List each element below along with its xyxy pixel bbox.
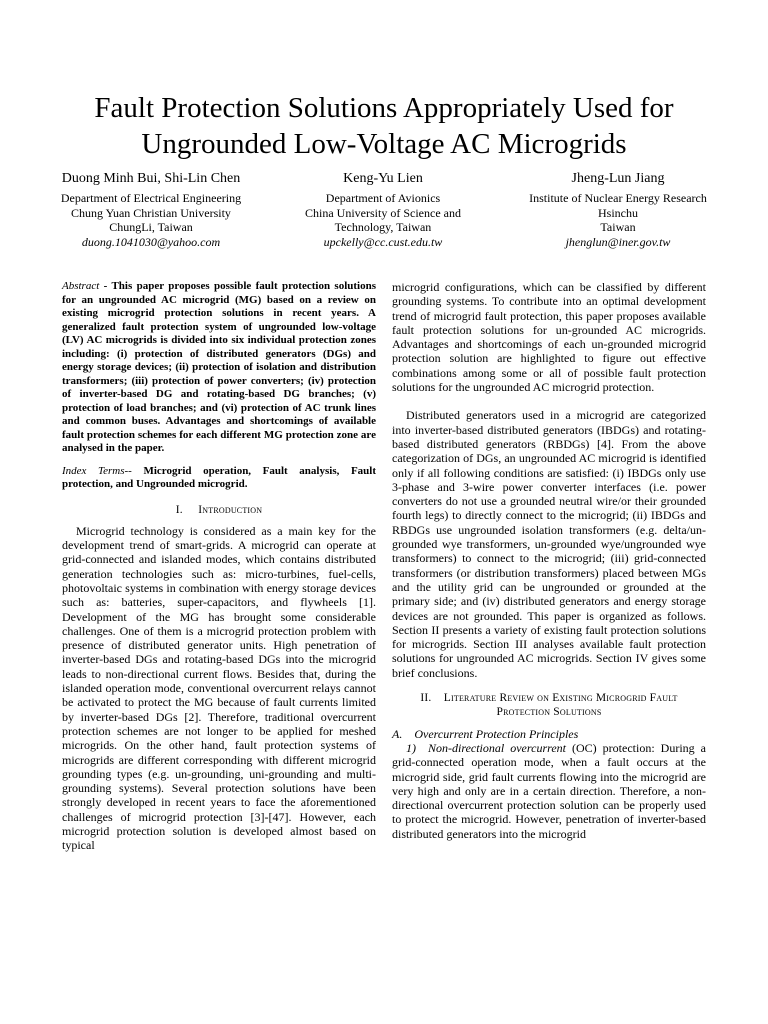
abstract-label: Abstract <box>62 280 100 292</box>
author-affiliation: Chung Yuan Christian University <box>71 205 231 220</box>
item-1-number: 1) <box>406 740 416 755</box>
author-block-1 <box>26 171 276 249</box>
subsection-a-item-1 <box>392 741 706 841</box>
author-email: duong.1041030@yahoo.com <box>81 234 221 249</box>
author-affiliation: Institute of Nuclear Energy Research <box>529 191 707 205</box>
author-email: jhenglun@iner.gov.tw <box>565 234 671 249</box>
right-column <box>392 280 706 841</box>
abstract <box>62 280 376 456</box>
author-affiliation: Technology, Taiwan <box>334 220 432 235</box>
author-affiliation: China University of Science and <box>305 205 461 220</box>
author-name: Duong Minh Bui, Shi-Lin Chen <box>61 171 241 186</box>
author-affiliation: Taiwan <box>600 220 636 235</box>
author-affiliation: Hsinchu <box>598 205 638 220</box>
section-1-paragraph-1: Microgrid technology is considered as a main key for the development trend of smart-grids. A microgrid can operate at grid-connected and islanded modes, which contains distributed generation technologies such as: micro-turbines, fuel-cells, photovoltaic systems in combination with energy storage devices such as: batteries, super-capacitors, and flywheels [1]. Development of the MG has brought some considerable challenges. One of them is a microgrid protection problem with presence of distributed generator units. High penetration of inverter-based DGs and rotating-based DGs into the microgrid leads to non-directional current flows. Besides that, during the islanded operation mode, conventional overcurrent relays cannot be activated to protect the MG because of fault currents limited by inverter-based DGs [2]. Therefore, traditional overcurrent protection schemes are not longer to be applied for meshed microgrids. On the other hand, fault protection systems of microgrids are different corresponding with different microgrid grounding types (e.g. un-grounding, uni-grounding and multi-grounding systems). Several protection solutions have been strongly developed in recent years to face the aforementioned challenges of microgrid protection [3]-[47]. However, each microgrid protection solution is developed almost based on typical <box>62 523 376 853</box>
subsection-a-title: Overcurrent Protection Principles <box>414 726 579 741</box>
author-name: Jheng-Lun Jiang <box>571 171 665 186</box>
section-2-title-line-1: Literature Review on Existing Microgrid Fault <box>443 692 678 705</box>
title-line-2: Ungrounded Low-Voltage AC Microgrids <box>141 128 627 161</box>
subsection-a-label: A. <box>392 726 403 741</box>
index-terms <box>62 465 376 492</box>
section-1-paragraph-2: Distributed generators used in a microgrid are categorized into inverter-based distributed generators (IBDGs) and rotating-based distributed generators (RBDGs) [4]. From the above categorization of DGs, an ungrounded AC microgrid is identified only if all following conditions are satisfied: (i) IBDGs only use 3-phase and 3-wire power converter interfaces (i.e. power converters do not use a grounded neutral wire/or their grounded fourth legs) to directly connect to the microgrid; (ii) IBDGs and RBDGs use ungrounded isolation transformers (e.g. delta/un-grounded wye transformers, un-grounded wye/ungrounded wye transformers) to connect to the microgrid; (iii) grid-connected transformers (or distribution transformers) placed between MGs and the utility grid can be ungrounded or grounded at the primary side; and (iv) distributed generators and energy storage devices are not grounded. This paper is organized as follows. Section II presents a variety of existing fault protection solutions for microgrids. Section III analyses available fault protection solutions for ungrounded AC microgrids. Section IV gives some brief conclusions. <box>392 408 706 680</box>
section-2-title-line-2: Protection Solutions <box>496 706 602 719</box>
author-affiliation: Department of Avionics <box>325 191 441 205</box>
section-1-title: Introduction <box>198 503 263 516</box>
section-2-heading <box>392 691 706 720</box>
left-column <box>62 280 376 853</box>
section-2-number: II. <box>420 692 432 705</box>
index-terms-label: Index Terms-- <box>62 464 132 477</box>
item-1-text: (OC) protection: During a grid-connected operation mode, when a fault occurs at the microgrid side, grid fault currents flowing into the microgrid are very high and only are in a certain direction. Therefore, a non-directional overcurrent protection solution can be properly used to protect the microgrid. However, penetration of inverter-based distributed generators into the microgrid <box>392 740 706 841</box>
section-1-number: I. <box>175 503 183 516</box>
author-affiliation: ChungLi, Taiwan <box>109 220 193 235</box>
subsection-a-heading <box>392 727 706 741</box>
paper-title <box>40 90 728 162</box>
index-terms-text: Microgrid operation, Fault analysis, Fault protection, and Ungrounded microgrid. <box>62 464 376 490</box>
author-block-2 <box>258 171 508 249</box>
author-email: upckelly@cc.cust.edu.tw <box>323 234 443 249</box>
title-line-1: Fault Protection Solutions Appropriately Used for <box>94 92 674 125</box>
author-block-3 <box>493 171 743 249</box>
item-1-title: Non-directional overcurrent <box>428 740 566 755</box>
section-1-paragraph-1-continued: microgrid configurations, which can be classified by different grounding systems. To contribute into an optimal development trend of microgrid fault protection, this paper proposes available fault protection solutions for un-grounded AC microgrids. Advantages and shortcomings of each un-grounded microgrid protection solution are highlighted to figure out effective combinations among some or all of possible fault protection solutions for the ungrounded AC microgrid protection. <box>392 280 706 395</box>
section-1-heading <box>62 503 376 517</box>
author-name: Keng-Yu Lien <box>343 171 423 186</box>
author-affiliation: Department of Electrical Engineering <box>60 191 242 205</box>
abstract-text: - This paper proposes possible fault protection solutions for an ungrounded AC microgrid (MG) based on a review on existing microgrid protection solutions in recent years. A generalized fault protection system of ungrounded low-voltage (LV) AC microgrids is divided into six individual protection zones including: (i) protection of distributed generators (DGs) and energy storage devices; (ii) protection of isolation and distribution transformers; (iii) protection of power converters; (iv) protection of inverter-based DG and rotating-based DG branches; (v) protection of load branches; and (vi) protection of AC trunk lines and common buses. Advantages and shortcomings of available fault protection schemes for each different MG protection zone are analysed in the paper. <box>62 280 376 454</box>
